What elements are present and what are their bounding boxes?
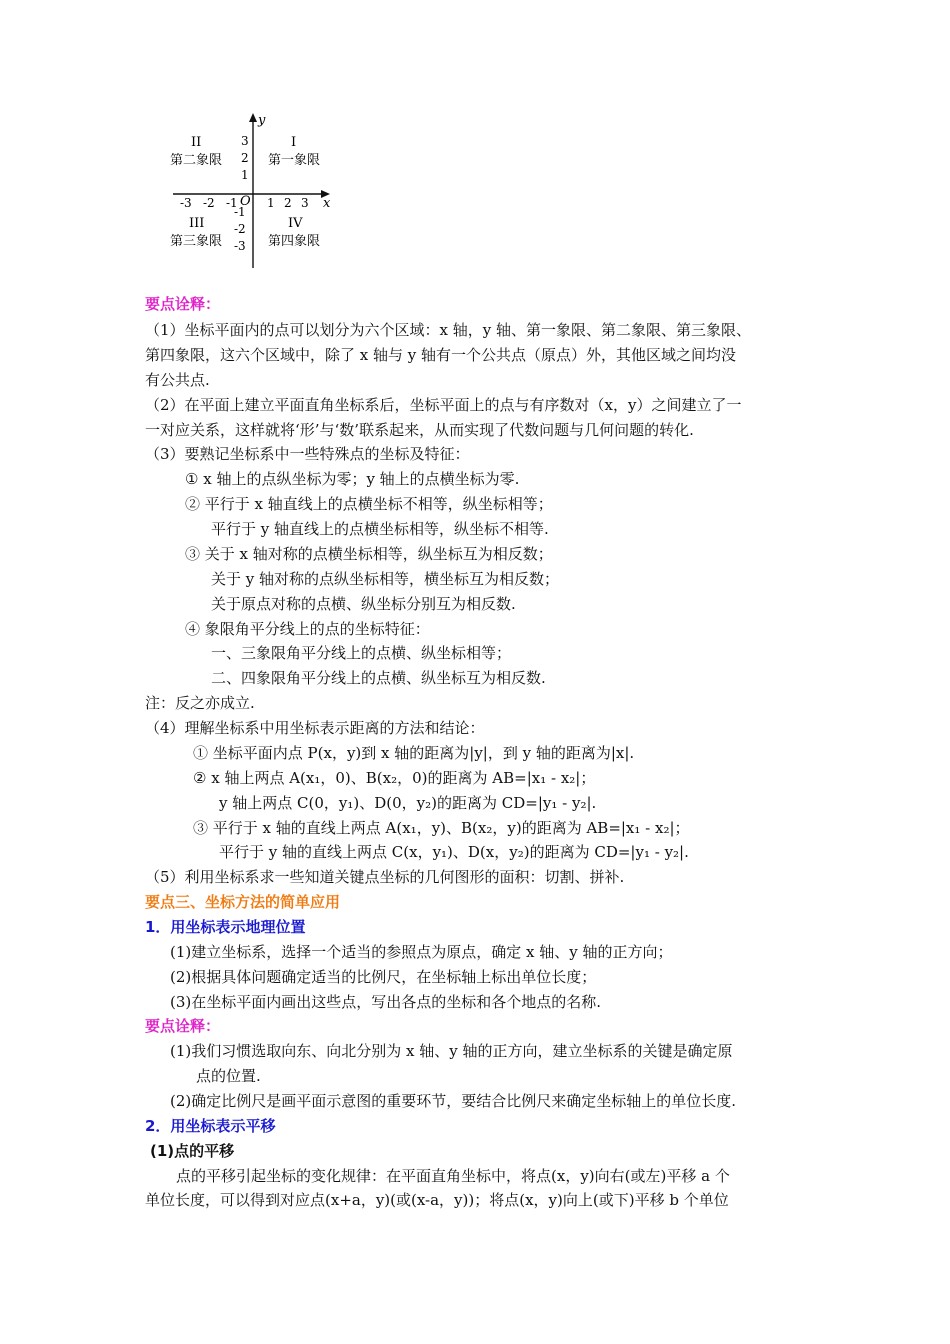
quadrant-2-numeral: II — [191, 135, 202, 150]
paragraph-line: （4）理解坐标系中用坐标表示距离的方法和结论： — [145, 719, 485, 737]
y-tick-label: -3 — [234, 239, 246, 253]
quadrant-2-label: 第二象限 — [170, 153, 223, 168]
list-item: ① x 轴上的点纵坐标为零；y 轴上的点横坐标为零. — [185, 470, 520, 488]
paragraph-line: 注：反之亦成立. — [145, 694, 255, 712]
list-item: (2)确定比例尺是画平面示意图的重要环节，要结合比例尺来确定坐标轴上的单位长度. — [170, 1092, 737, 1110]
list-item: ① 坐标平面内点 P(x，y)到 x 轴的距离为|y|，到 y 轴的距离为|x|. — [193, 744, 635, 762]
list-item: 二、四象限角平分线上的点横、纵坐标互为相反数. — [211, 669, 546, 687]
quadrant-3-numeral: III — [189, 216, 205, 231]
paragraph-line: 点的平移引起坐标的变化规律：在平面直角坐标中，将点(x，y)向右(或左)平移 a 个 — [176, 1167, 730, 1185]
subsubsection-heading: (1)点的平移 — [150, 1142, 235, 1160]
list-item: 关于原点对称的点横、纵坐标分别互为相反数. — [211, 595, 516, 613]
list-item: ③ 平行于 x 轴的直线上两点 A(x₁，y)、B(x₂，y)的距离为 AB=|x₁ - x₂|； — [193, 819, 690, 837]
list-item: 平行于 y 轴的直线上两点 C(x，y₁)、D(x，y₂)的距离为 CD=|y₁ - y₂|. — [219, 843, 689, 861]
x-axis-label: x — [323, 196, 331, 211]
list-item: (3)在坐标平面内画出这些点，写出各点的坐标和各个地点的名称. — [170, 993, 602, 1011]
list-item: (2)根据具体问题确定适当的比例尺，在坐标轴上标出单位长度； — [170, 968, 597, 986]
paragraph-line: （1）坐标平面内的点可以划分为六个区域：x 轴，y 轴、第一象限、第二象限、第三象限、 — [145, 321, 752, 339]
list-item: 平行于 y 轴直线上的点横坐标相等，纵坐标不相等. — [211, 520, 549, 538]
y-tick-label: 3 — [241, 134, 249, 148]
list-item: 点的位置. — [196, 1067, 261, 1085]
y-tick-label: -1 — [234, 205, 246, 219]
paragraph-line: 单位长度，可以得到对应点(x+a，y)(或(x-a，y))；将点(x，y)向上(或下)平移 b 个单位 — [145, 1191, 729, 1209]
paragraph-line: 有公共点. — [145, 371, 210, 389]
quadrant-figure — [160, 110, 350, 275]
section-heading: 要点诠释： — [145, 1017, 221, 1035]
y-tick-label: 1 — [241, 168, 249, 182]
y-axis-arrow-icon — [249, 113, 257, 122]
y-tick-label: 2 — [241, 151, 249, 165]
list-item: (1)我们习惯选取向东、向北分别为 x 轴、y 轴的正方向，建立坐标系的关键是确定原 — [170, 1042, 733, 1060]
quadrant-4-label: 第四象限 — [268, 234, 321, 249]
list-item: 关于 y 轴对称的点纵坐标相等，横坐标互为相反数； — [211, 570, 560, 588]
x-tick-label: -1 — [226, 196, 238, 210]
paragraph-line: （5）利用坐标系求一些知道关键点坐标的几何图形的面积：切割、拼补. — [145, 868, 625, 886]
list-item: ② x 轴上两点 A(x₁，0)、B(x₂，0)的距离为 AB=|x₁ - x₂|； — [193, 769, 596, 787]
subsection-heading: 2．用坐标表示平移 — [145, 1117, 276, 1135]
y-axis-label: y — [258, 113, 266, 128]
x-tick-label: 1 — [267, 196, 275, 210]
list-item: (1)建立坐标系，选择一个适当的参照点为原点，确定 x 轴、y 轴的正方向； — [170, 943, 673, 961]
quadrant-1-numeral: I — [291, 135, 297, 150]
list-item: ④ 象限角平分线上的点的坐标特征： — [185, 620, 430, 638]
subsection-heading: 1．用坐标表示地理位置 — [145, 918, 306, 936]
paragraph-line: （3）要熟记坐标系中一些特殊点的坐标及特征： — [145, 445, 470, 463]
list-item: ② 平行于 x 轴直线上的点横坐标不相等，纵坐标相等； — [185, 495, 553, 513]
quadrant-1-label: 第一象限 — [268, 153, 321, 168]
list-item: y 轴上两点 C(0，y₁)、D(0，y₂)的距离为 CD=|y₁ - y₂|. — [219, 794, 597, 812]
quadrant-3-label: 第三象限 — [170, 234, 223, 249]
origin-label: O — [240, 194, 251, 209]
list-item: 一、三象限角平分线上的点横、纵坐标相等； — [211, 644, 512, 662]
x-tick-label: 2 — [284, 196, 292, 210]
section-heading: 要点三、坐标方法的简单应用 — [145, 893, 341, 911]
x-tick-label: 3 — [301, 196, 309, 210]
y-tick-label: -2 — [234, 222, 246, 236]
paragraph-line: 一对应关系，这样就将‘形’与‘数’联系起来，从而实现了代数问题与几何问题的转化. — [145, 421, 694, 439]
paragraph-line: （2）在平面上建立平面直角坐标系后，坐标平面上的点与有序数对（x，y）之间建立了一 — [145, 396, 742, 414]
quadrant-4-numeral: IV — [288, 216, 303, 231]
x-tick-label: -2 — [203, 196, 215, 210]
paragraph-line: 第四象限，这六个区域中，除了 x 轴与 y 轴有一个公共点（原点）外，其他区域之间均没 — [145, 346, 737, 364]
x-tick-label: -3 — [180, 196, 192, 210]
section-heading: 要点诠释： — [145, 295, 221, 313]
list-item: ③ 关于 x 轴对称的点横坐标相等，纵坐标互为相反数； — [185, 545, 553, 563]
